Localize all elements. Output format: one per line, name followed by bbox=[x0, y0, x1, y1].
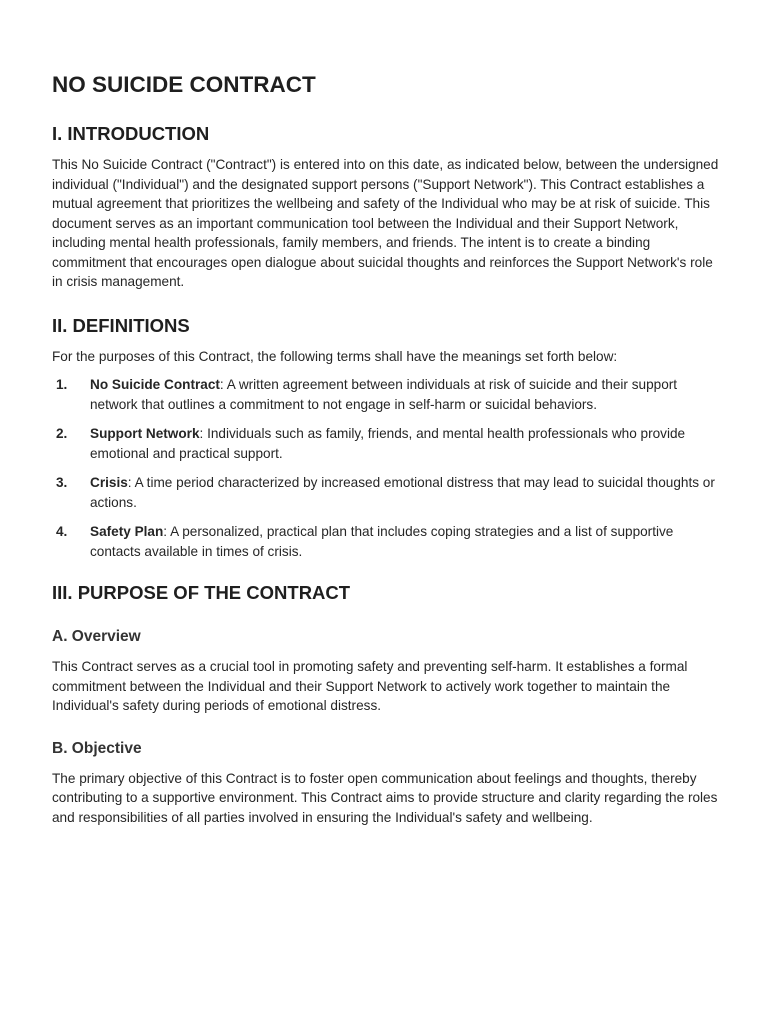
definition-text bbox=[90, 424, 720, 463]
section-heading-purpose: III. PURPOSE OF THE CONTRACT bbox=[52, 582, 351, 603]
definition-text bbox=[90, 473, 720, 512]
definition-body: : Individuals such as family, friends, and mental health professionals who provide emotional and practical support. bbox=[90, 426, 686, 461]
definition-term: Safety Plan bbox=[90, 524, 164, 539]
document-title: NO SUICIDE CONTRACT bbox=[52, 72, 316, 97]
definition-item bbox=[52, 375, 720, 414]
document-page bbox=[52, 70, 720, 827]
definition-term: No Suicide Contract bbox=[90, 377, 220, 392]
definition-text bbox=[90, 522, 720, 561]
definition-item bbox=[52, 473, 720, 512]
definition-term: Crisis bbox=[90, 475, 128, 490]
definition-number: 1. bbox=[56, 377, 68, 392]
subsection-heading-overview: A. Overview bbox=[52, 628, 141, 645]
definition-item bbox=[52, 522, 720, 561]
section-heading-introduction: I. INTRODUCTION bbox=[52, 123, 210, 144]
definition-term: Support Network bbox=[90, 426, 200, 441]
section-heading-definitions: II. DEFINITIONS bbox=[52, 314, 190, 336]
definition-body: : A personalized, practical plan that includes coping strategies and a list of supportive contacts available in times of crisis. bbox=[90, 524, 674, 559]
definition-item bbox=[52, 424, 720, 463]
subsection-heading-objective: B. Objective bbox=[52, 739, 142, 757]
introduction-paragraph: This No Suicide Contract ("Contract") is entered into on this date, as indicated below, between the undersigned individual ("Individual") and the designated support persons ("Support Network"). This Contract establishes a mutual agreement that prioritizes the wellbeing and safety of the Individual who may be at risk of suicide. This document serves as an important communication tool between the Individual and their Support Network, including mental health professionals, family members, and friends. The intent is to create a binding commitment that encourages open dialogue about suicidal thoughts and reinforces the Support Network's role in crisis management. bbox=[52, 157, 719, 289]
definition-number: 4. bbox=[56, 524, 68, 539]
overview-paragraph: This Contract serves as a crucial tool in promoting safety and preventing self-harm. It establishes a formal commitment between the Individual and their Support Network to actively work together to maintain the Individual's safety during periods of emotional distress. bbox=[52, 659, 688, 713]
definition-body: : A written agreement between individuals at risk of suicide and their support network that outlines a commitment to not engage in self-harm or suicidal behaviors. bbox=[90, 377, 678, 412]
definitions-list bbox=[52, 375, 720, 561]
definition-number: 3. bbox=[56, 475, 68, 490]
definition-text bbox=[90, 375, 720, 414]
objective-paragraph: The primary objective of this Contract is to foster open communication about feelings and thoughts, thereby contributing to a supportive environment. This Contract aims to provide structure and clarity regarding the roles and responsibilities of all parties involved in ensuring the Individual's safety and wellbeing. bbox=[52, 770, 718, 825]
definition-body: : A time period characterized by increased emotional distress that may lead to suicidal thoughts or actions. bbox=[90, 475, 715, 510]
definitions-intro: For the purposes of this Contract, the following terms shall have the meanings set forth below: bbox=[52, 348, 618, 364]
definition-number: 2. bbox=[56, 426, 68, 441]
